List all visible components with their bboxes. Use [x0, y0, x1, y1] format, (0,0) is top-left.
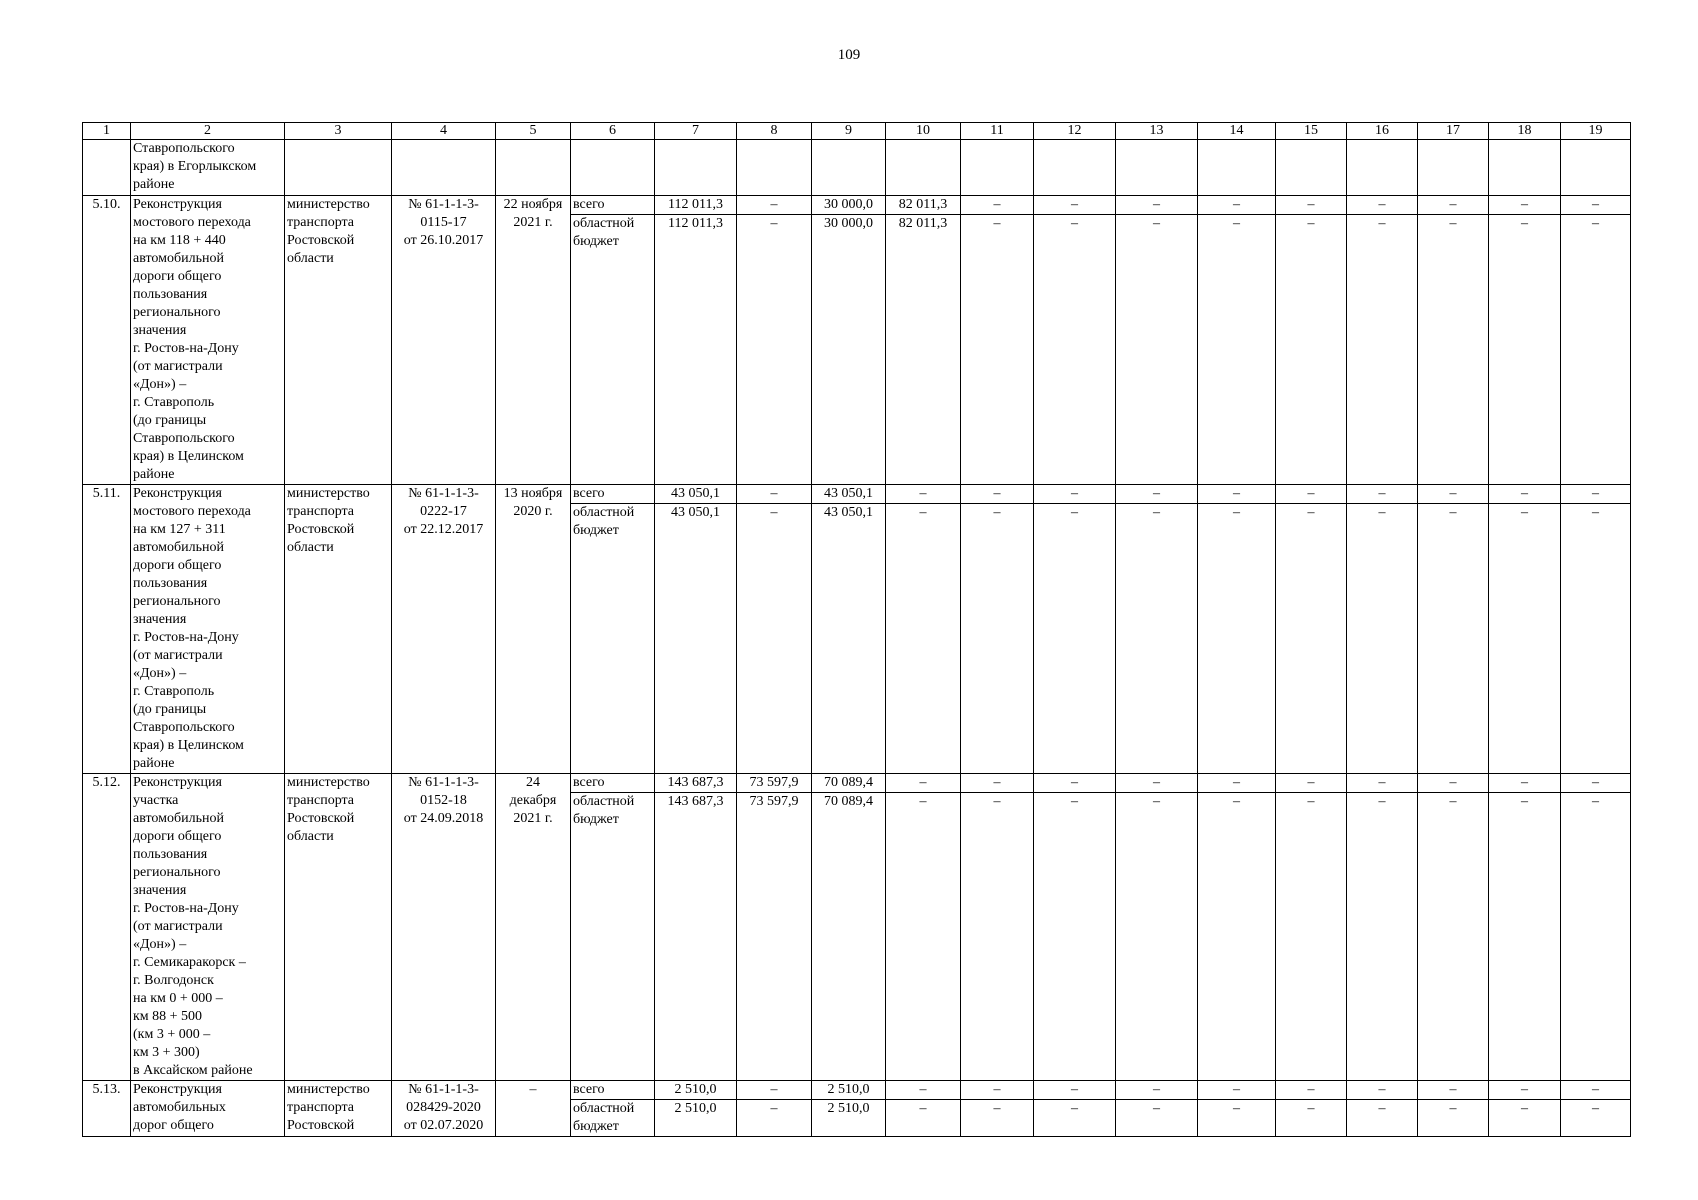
cell-value: –: [1418, 504, 1489, 774]
cell-date: 13 ноября 2020 г.: [496, 485, 571, 774]
cell-value: –: [1347, 504, 1418, 774]
cell-value: 70 089,4: [812, 774, 886, 793]
cell-value: –: [1116, 793, 1198, 1081]
cell-customer: министерство транспорта Ростовской области: [285, 196, 392, 485]
header-cell: 6: [571, 123, 655, 140]
cell-value: –: [1034, 196, 1116, 215]
cell-value: –: [1489, 196, 1561, 215]
cell-value: –: [1116, 196, 1198, 215]
cell-value: –: [1276, 485, 1347, 504]
cell-value: –: [1418, 793, 1489, 1081]
cell-value: –: [886, 1100, 961, 1137]
cell-value: –: [1198, 215, 1276, 485]
header-cell: 13: [1116, 123, 1198, 140]
cell-value: –: [886, 793, 961, 1081]
cell-value: –: [1418, 1100, 1489, 1137]
cell-value: –: [1347, 196, 1418, 215]
cell-value: –: [1034, 215, 1116, 485]
cell-value: –: [961, 1100, 1034, 1137]
cell-customer: министерство транспорта Ростовской: [285, 1081, 392, 1137]
cell-value: –: [1347, 774, 1418, 793]
header-cell: 9: [812, 123, 886, 140]
cell-value: 30 000,0: [812, 196, 886, 215]
cell-value: 2 510,0: [655, 1100, 737, 1137]
continuation-row: [83, 140, 1631, 196]
cell-name: Реконструкция участка автомобильной дороги общего пользования регионального значения г. Ростов-на-Дону (от магистрали «Дон») – г. Семикаракорск – г. Волгодонск на км 0 + 000 – км 88 + 500 (км 3 + 000 – км 3 + 300) в Аксайском районе: [131, 774, 285, 1081]
header-row: [83, 123, 1631, 140]
cell-value: –: [1198, 1100, 1276, 1137]
cell-value: 112 011,3: [655, 196, 737, 215]
cell-value: 82 011,3: [886, 215, 961, 485]
cell-source: областной бюджет: [571, 1100, 655, 1137]
cell-value: 43 050,1: [655, 504, 737, 774]
cell-value: –: [737, 504, 812, 774]
cell-document: № 61-1-1-3- 0152-18 от 24.09.2018: [392, 774, 496, 1081]
cell-value: –: [961, 793, 1034, 1081]
cell-value: –: [1561, 1100, 1631, 1137]
cell-date: 22 ноября 2021 г.: [496, 196, 571, 485]
cell-value: –: [1347, 485, 1418, 504]
cell-value: 30 000,0: [812, 215, 886, 485]
cell-value: –: [1034, 1100, 1116, 1137]
cell-value: –: [1561, 1081, 1631, 1100]
cell-value: –: [1418, 215, 1489, 485]
cell-value: –: [1418, 774, 1489, 793]
cell-date: 24 декабря 2021 г.: [496, 774, 571, 1081]
cell-value: –: [1276, 215, 1347, 485]
cell-date: –: [496, 1081, 571, 1137]
cell-value: –: [1418, 485, 1489, 504]
cell-value: –: [1418, 196, 1489, 215]
page-number: 109: [837, 47, 861, 63]
cell-source: областной бюджет: [571, 793, 655, 1081]
cell-value: –: [1276, 504, 1347, 774]
cell-value: 2 510,0: [655, 1081, 737, 1100]
data-table: [82, 122, 1631, 1137]
cell-value: –: [1198, 196, 1276, 215]
cell-value: 43 050,1: [812, 485, 886, 504]
cell-num: 5.12.: [83, 774, 131, 1081]
cell-value: –: [1561, 774, 1631, 793]
table-row: [83, 485, 1631, 504]
cell-document: № 61-1-1-3- 0115-17 от 26.10.2017: [392, 196, 496, 485]
cell-value: –: [1116, 1100, 1198, 1137]
cell-num: 5.11.: [83, 485, 131, 774]
cell-value: 2 510,0: [812, 1081, 886, 1100]
cell-value: –: [1489, 485, 1561, 504]
cell-value: –: [1034, 485, 1116, 504]
header-cell: 2: [131, 123, 285, 140]
cell-num: 5.13.: [83, 1081, 131, 1137]
cell-value: –: [1561, 215, 1631, 485]
cell-value: –: [1561, 793, 1631, 1081]
cell-value: 143 687,3: [655, 774, 737, 793]
cell-value: –: [1116, 485, 1198, 504]
cell-value: –: [737, 1081, 812, 1100]
header-cell: 8: [737, 123, 812, 140]
cell-value: –: [1418, 1081, 1489, 1100]
cell-value: –: [1116, 504, 1198, 774]
cell-value: –: [886, 774, 961, 793]
cell-value: 70 089,4: [812, 793, 886, 1081]
cell-value: –: [1489, 1081, 1561, 1100]
cell-value: –: [1347, 215, 1418, 485]
cell-value: –: [1489, 215, 1561, 485]
cell-value: –: [1116, 774, 1198, 793]
cell-value: –: [1489, 774, 1561, 793]
cell-name: Ставропольского края) в Егорлыкском районе: [131, 140, 285, 196]
cell-value: –: [1034, 774, 1116, 793]
cell-source: всего: [571, 196, 655, 215]
header-cell: 10: [886, 123, 961, 140]
table-row: [83, 1081, 1631, 1100]
cell-value: –: [1347, 793, 1418, 1081]
table-row: [83, 774, 1631, 793]
header-cell: 7: [655, 123, 737, 140]
cell-value: –: [961, 215, 1034, 485]
cell-value: –: [961, 774, 1034, 793]
cell-value: 43 050,1: [655, 485, 737, 504]
cell-value: –: [737, 1100, 812, 1137]
cell-value: –: [1034, 793, 1116, 1081]
header-cell: 14: [1198, 123, 1276, 140]
header-cell: 1: [83, 123, 131, 140]
cell-value: 82 011,3: [886, 196, 961, 215]
cell-value: –: [1276, 774, 1347, 793]
cell-num: [83, 140, 131, 196]
cell-source: всего: [571, 485, 655, 504]
cell-value: –: [737, 485, 812, 504]
cell-value: –: [1034, 504, 1116, 774]
cell-value: –: [1198, 485, 1276, 504]
cell-source: всего: [571, 774, 655, 793]
cell-customer: министерство транспорта Ростовской области: [285, 485, 392, 774]
cell-source: областной бюджет: [571, 504, 655, 774]
cell-value: –: [1198, 774, 1276, 793]
cell-document: № 61-1-1-3- 028429-2020 от 02.07.2020: [392, 1081, 496, 1137]
header-cell: 12: [1034, 123, 1116, 140]
cell-value: –: [886, 1081, 961, 1100]
header-cell: 19: [1561, 123, 1631, 140]
cell-value: –: [961, 196, 1034, 215]
cell-value: –: [1198, 793, 1276, 1081]
header-cell: 16: [1347, 123, 1418, 140]
cell-value: 73 597,9: [737, 793, 812, 1081]
cell-value: –: [1561, 485, 1631, 504]
cell-value: –: [961, 1081, 1034, 1100]
cell-value: –: [961, 504, 1034, 774]
cell-value: 143 687,3: [655, 793, 737, 1081]
cell-value: –: [1276, 1081, 1347, 1100]
cell-value: –: [1347, 1081, 1418, 1100]
header-cell: 4: [392, 123, 496, 140]
cell-value: –: [1276, 196, 1347, 215]
cell-value: –: [1116, 215, 1198, 485]
header-cell: 17: [1418, 123, 1489, 140]
cell-name: Реконструкция мостового перехода на км 127 + 311 автомобильной дороги общего пользования регионального значения г. Ростов-на-Дону (от магистрали «Дон») – г. Ставрополь (до границы Ставропольского края) в Целинском районе: [131, 485, 285, 774]
cell-name: Реконструкция мостового перехода на км 118 + 440 автомобильной дороги общего пользования регионального значения г. Ростов-на-Дону (от магистрали «Дон») – г. Ставрополь (до границы Ставропольского края) в Целинском районе: [131, 196, 285, 485]
cell-source: всего: [571, 1081, 655, 1100]
cell-value: –: [737, 215, 812, 485]
cell-value: –: [886, 504, 961, 774]
cell-value: –: [1276, 1100, 1347, 1137]
cell-value: –: [1489, 1100, 1561, 1137]
header-cell: 15: [1276, 123, 1347, 140]
cell-value: –: [1347, 1100, 1418, 1137]
header-cell: 5: [496, 123, 571, 140]
cell-value: –: [1116, 1081, 1198, 1100]
cell-value: –: [1034, 1081, 1116, 1100]
cell-document: № 61-1-1-3- 0222-17 от 22.12.2017: [392, 485, 496, 774]
cell-value: –: [737, 196, 812, 215]
table-row: [83, 196, 1631, 215]
cell-customer: министерство транспорта Ростовской области: [285, 774, 392, 1081]
cell-value: –: [1489, 793, 1561, 1081]
header-cell: 18: [1489, 123, 1561, 140]
cell-value: –: [1561, 196, 1631, 215]
cell-value: –: [886, 485, 961, 504]
cell-value: –: [961, 485, 1034, 504]
cell-value: 2 510,0: [812, 1100, 886, 1137]
cell-value: –: [1198, 504, 1276, 774]
cell-source: областной бюджет: [571, 215, 655, 485]
cell-value: 43 050,1: [812, 504, 886, 774]
cell-value: –: [1561, 504, 1631, 774]
cell-value: 73 597,9: [737, 774, 812, 793]
cell-value: 112 011,3: [655, 215, 737, 485]
cell-value: –: [1276, 793, 1347, 1081]
header-cell: 11: [961, 123, 1034, 140]
cell-name: Реконструкция автомобильных дорог общего: [131, 1081, 285, 1137]
cell-num: 5.10.: [83, 196, 131, 485]
cell-value: –: [1489, 504, 1561, 774]
header-cell: 3: [285, 123, 392, 140]
cell-value: –: [1198, 1081, 1276, 1100]
